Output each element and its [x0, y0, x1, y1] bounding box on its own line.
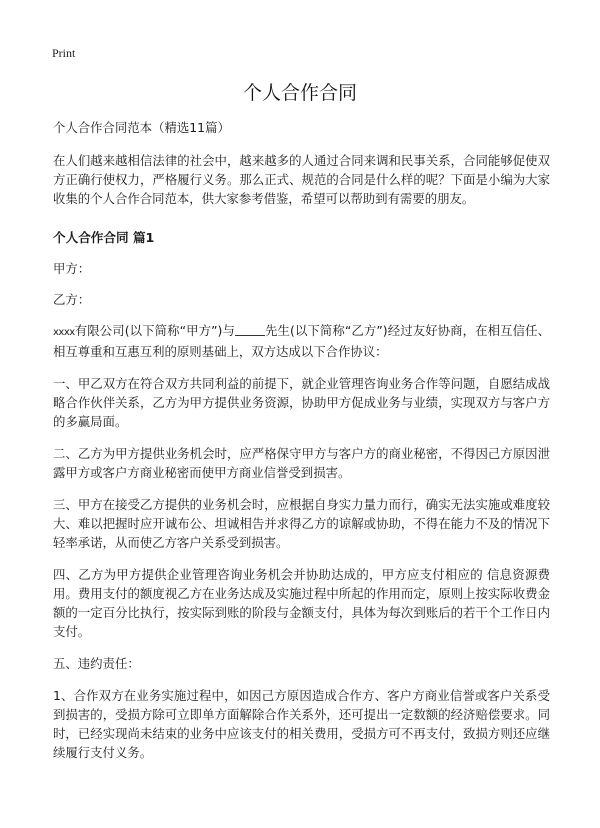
preamble-paragraph: [53, 321, 550, 361]
clause-3: 三、甲方在接受乙方提供的业务机会时，应根据自身实力量力而行，确实无法实施或难度较大、难以把握时应开诚布公、坦诚相告并求得乙方的谅解或协助，不得在能力不及的情况下轻率承诺，从而使乙方客户关系受到损害。: [53, 497, 550, 550]
document-body: [53, 118, 550, 775]
party-a-label: 甲方：: [53, 261, 91, 276]
print-link[interactable]: Print: [52, 46, 76, 60]
company-name-mask: xxxx: [53, 327, 75, 338]
preamble-part1: 有限公司(以下简称“甲方”)与: [74, 323, 235, 338]
clause-2: 二、乙方为甲方提供业务机会时，应严格保守甲方与客户方的商业秘密，不得因己方原因泄露甲方或客户方商业秘密而使甲方商业信誉受到损害。: [53, 446, 550, 480]
name-blank: [235, 323, 265, 336]
preamble-part2: 先生(以下简称“乙方”)经过友好协商，在相互信任、相互尊重和互惠互利的原则基础上，双方达成以下合作协议：: [53, 323, 550, 359]
document-title: 个人合作合同: [242, 82, 357, 104]
document-subtitle: 个人合作合同范本（精选11篇）: [53, 120, 230, 135]
party-b-label: 乙方：: [53, 292, 91, 307]
breach-clause-1: 1、合作双方在业务实施过程中，如因己方原因造成合作方、客户方商业信誉或客户关系受到损害的，受损方除可立即单方面解除合作关系外，还可提出一定数额的经济赔偿要求。同时，已经实现尚未结束的业务中应该支付的相关费用，受损方可不再支付，致损方则还应继续履行支付义务。: [53, 688, 550, 760]
clause-4: 四、乙方为甲方提供企业管理咨询业务机会并协助达成的，甲方应支付相应的 信息资源费用。费用支付的额度视乙方在业务达成及实施过程中所起的作用而定，原则上按实际收费金额的一定百分比执行，按实际到账的阶段与金额支付，具体为每次到账后的若干个工作日内支付。: [53, 567, 550, 639]
breach-heading: 五、违约责任：: [53, 656, 140, 671]
intro-paragraph: 在人们越来越相信法律的社会中，越来越多的人通过合同来调和民事关系，合同能够促使双方正确行使权力，严格履行义务。那么正式、规范的合同是什么样的呢？下面是小编为大家收集的个人合作合同范本，供大家参考借鉴，希望可以帮助到有需要的朋友。: [53, 153, 550, 206]
section-heading: 个人合作合同 篇1: [53, 230, 155, 245]
clause-1: 一、甲乙双方在符合双方共同利益的前提下，就企业管理咨询业务合作等问题，自愿结成战略合作伙伴关系，乙方为甲方提供业务资源，协助甲方促成业务与业绩，实现双方与客户方的多赢局面。: [53, 376, 550, 429]
